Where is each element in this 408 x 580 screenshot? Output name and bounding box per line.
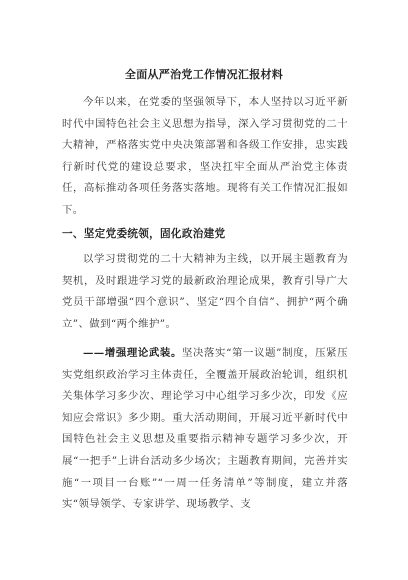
document-title: 全面从严治党工作情况汇报材料 xyxy=(124,68,284,81)
intro-paragraph: 今年以来，在党委的坚强领导下，本人坚持以习近平新时代中国特色社会主义思想为指导，深入学习贯彻党的二十大精神，严格落实党中央决策部署和各级工作安排，忠实践行新时代党的建设总要求，坚决扛牢全面从严治党主体责任，高标推动各项任务落实落地。现将有关工作情况汇报如下。 xyxy=(62,96,348,216)
subsection-lead: ——增强理论武装。 xyxy=(83,347,182,359)
subsection-paragraph xyxy=(62,343,348,516)
subsection-body: 坚决落实“第一议题”制度，压紧压实党组织政治学习主体责任，全覆盖开展政治轮训，组织机关集体学习多少次、理论学习中心组学习多少次，印发《应知应会常识》多少期。重大活动期间，开展习近平新时代中国特色社会主义思想及重要指示精神专题学习多少次，开展“一把手”上讲台活动多少场次；主题教育期间，完善并实施“一项目一台账”“一周一任务清单”等制度，建立并落实“领导领学、专家讲学、现场教学、支 xyxy=(62,347,348,511)
section-body-paragraph: 以学习贯彻党的二十大精神为主线，以开展主题教育为契机，及时跟进学习党的最新政治理论成果，教育引导广大党员干部增强“四个意识”、坚定“四个自信”、拥护“两个确立”、做到“两个维护”。 xyxy=(62,253,348,330)
section-heading: 一、坚定党委统领，固化政治建党 xyxy=(62,228,226,240)
